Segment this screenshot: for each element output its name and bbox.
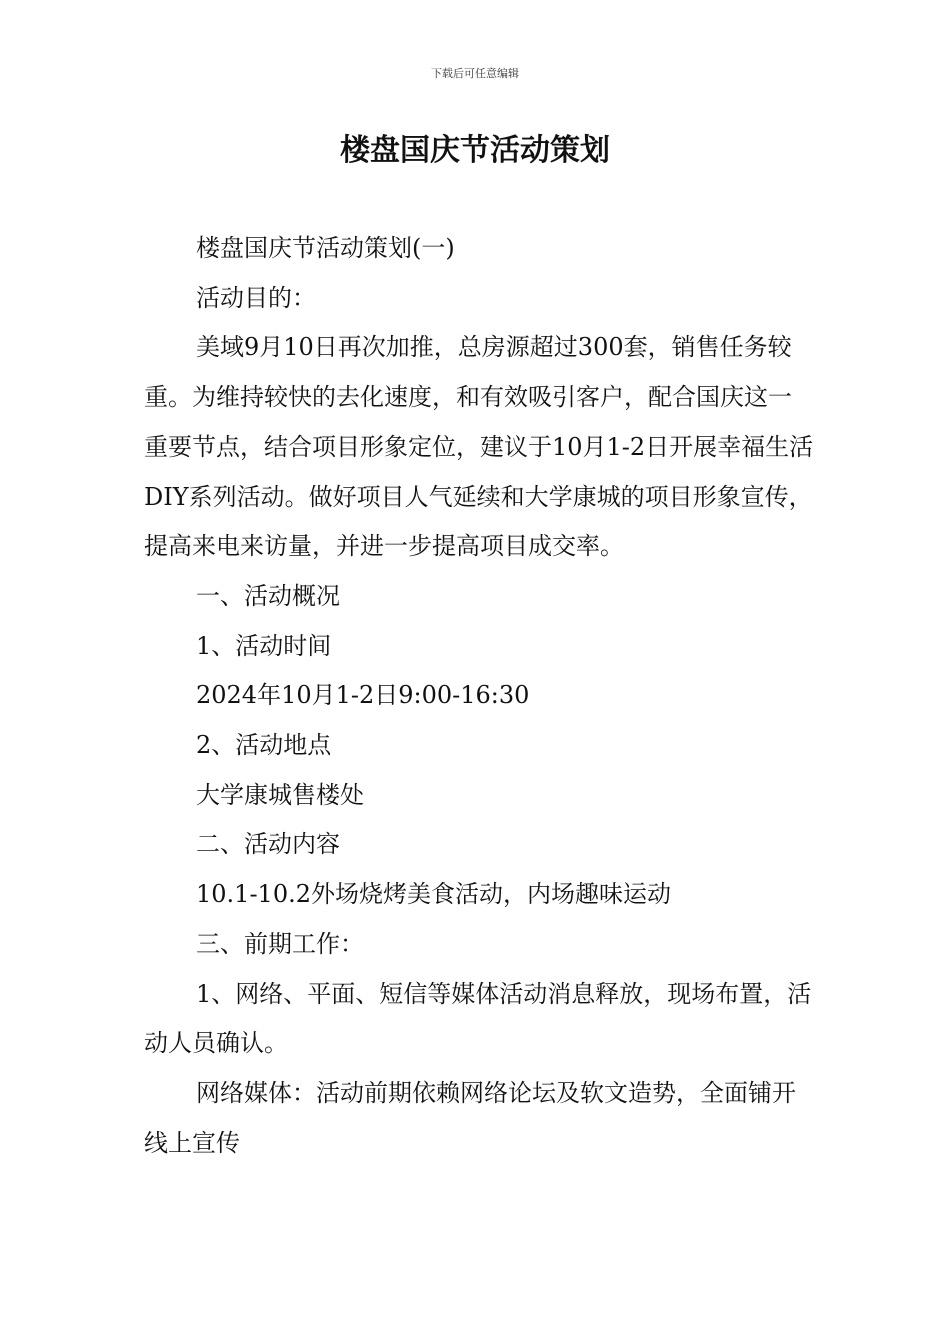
prep-item-1: 1、网络、平面、短信等媒体活动消息释放，现场布置，活动人员确认。	[144, 979, 812, 1058]
online-media-paragraph: 网络媒体：活动前期依赖网络论坛及软文造势，全面铺开线上宣传	[144, 1078, 796, 1157]
subheading-location: 2、活动地点	[196, 731, 332, 760]
header-note: 下载后可任意编辑	[431, 67, 519, 80]
subheading-time: 1、活动时间	[196, 631, 332, 660]
document-title: 楼盘国庆节活动策划	[340, 133, 610, 168]
time-value: 2024年10月1-2日9:00-16:30	[196, 681, 530, 710]
section-heading-prep: 三、前期工作：	[196, 929, 364, 958]
section-heading-content: 二、活动内容	[196, 830, 340, 859]
content-paragraph: 10.1-10.2外场烧烤美食活动，内场趣味运动	[196, 880, 671, 909]
section-heading-overview: 一、活动概况	[196, 581, 340, 610]
subtitle-paragraph: 楼盘国庆节活动策划(一)	[196, 234, 455, 262]
section-heading-purpose: 活动目的：	[196, 283, 316, 312]
purpose-paragraph: 美域9月10日再次加推，总房源超过300套，销售任务较重。为维持较快的去化速度，和有效吸引客户，配合国庆这一重要节点，结合项目形象定位，建议于10月1-2日开展幸福生活DIY系列活动。做好项目人气延续和大学康城的项目形象宣传，提高来电来访量，并进一步提高项目成交率。	[144, 333, 814, 561]
location-value: 大学康城售楼处	[196, 780, 364, 809]
document-body	[144, 224, 814, 1168]
